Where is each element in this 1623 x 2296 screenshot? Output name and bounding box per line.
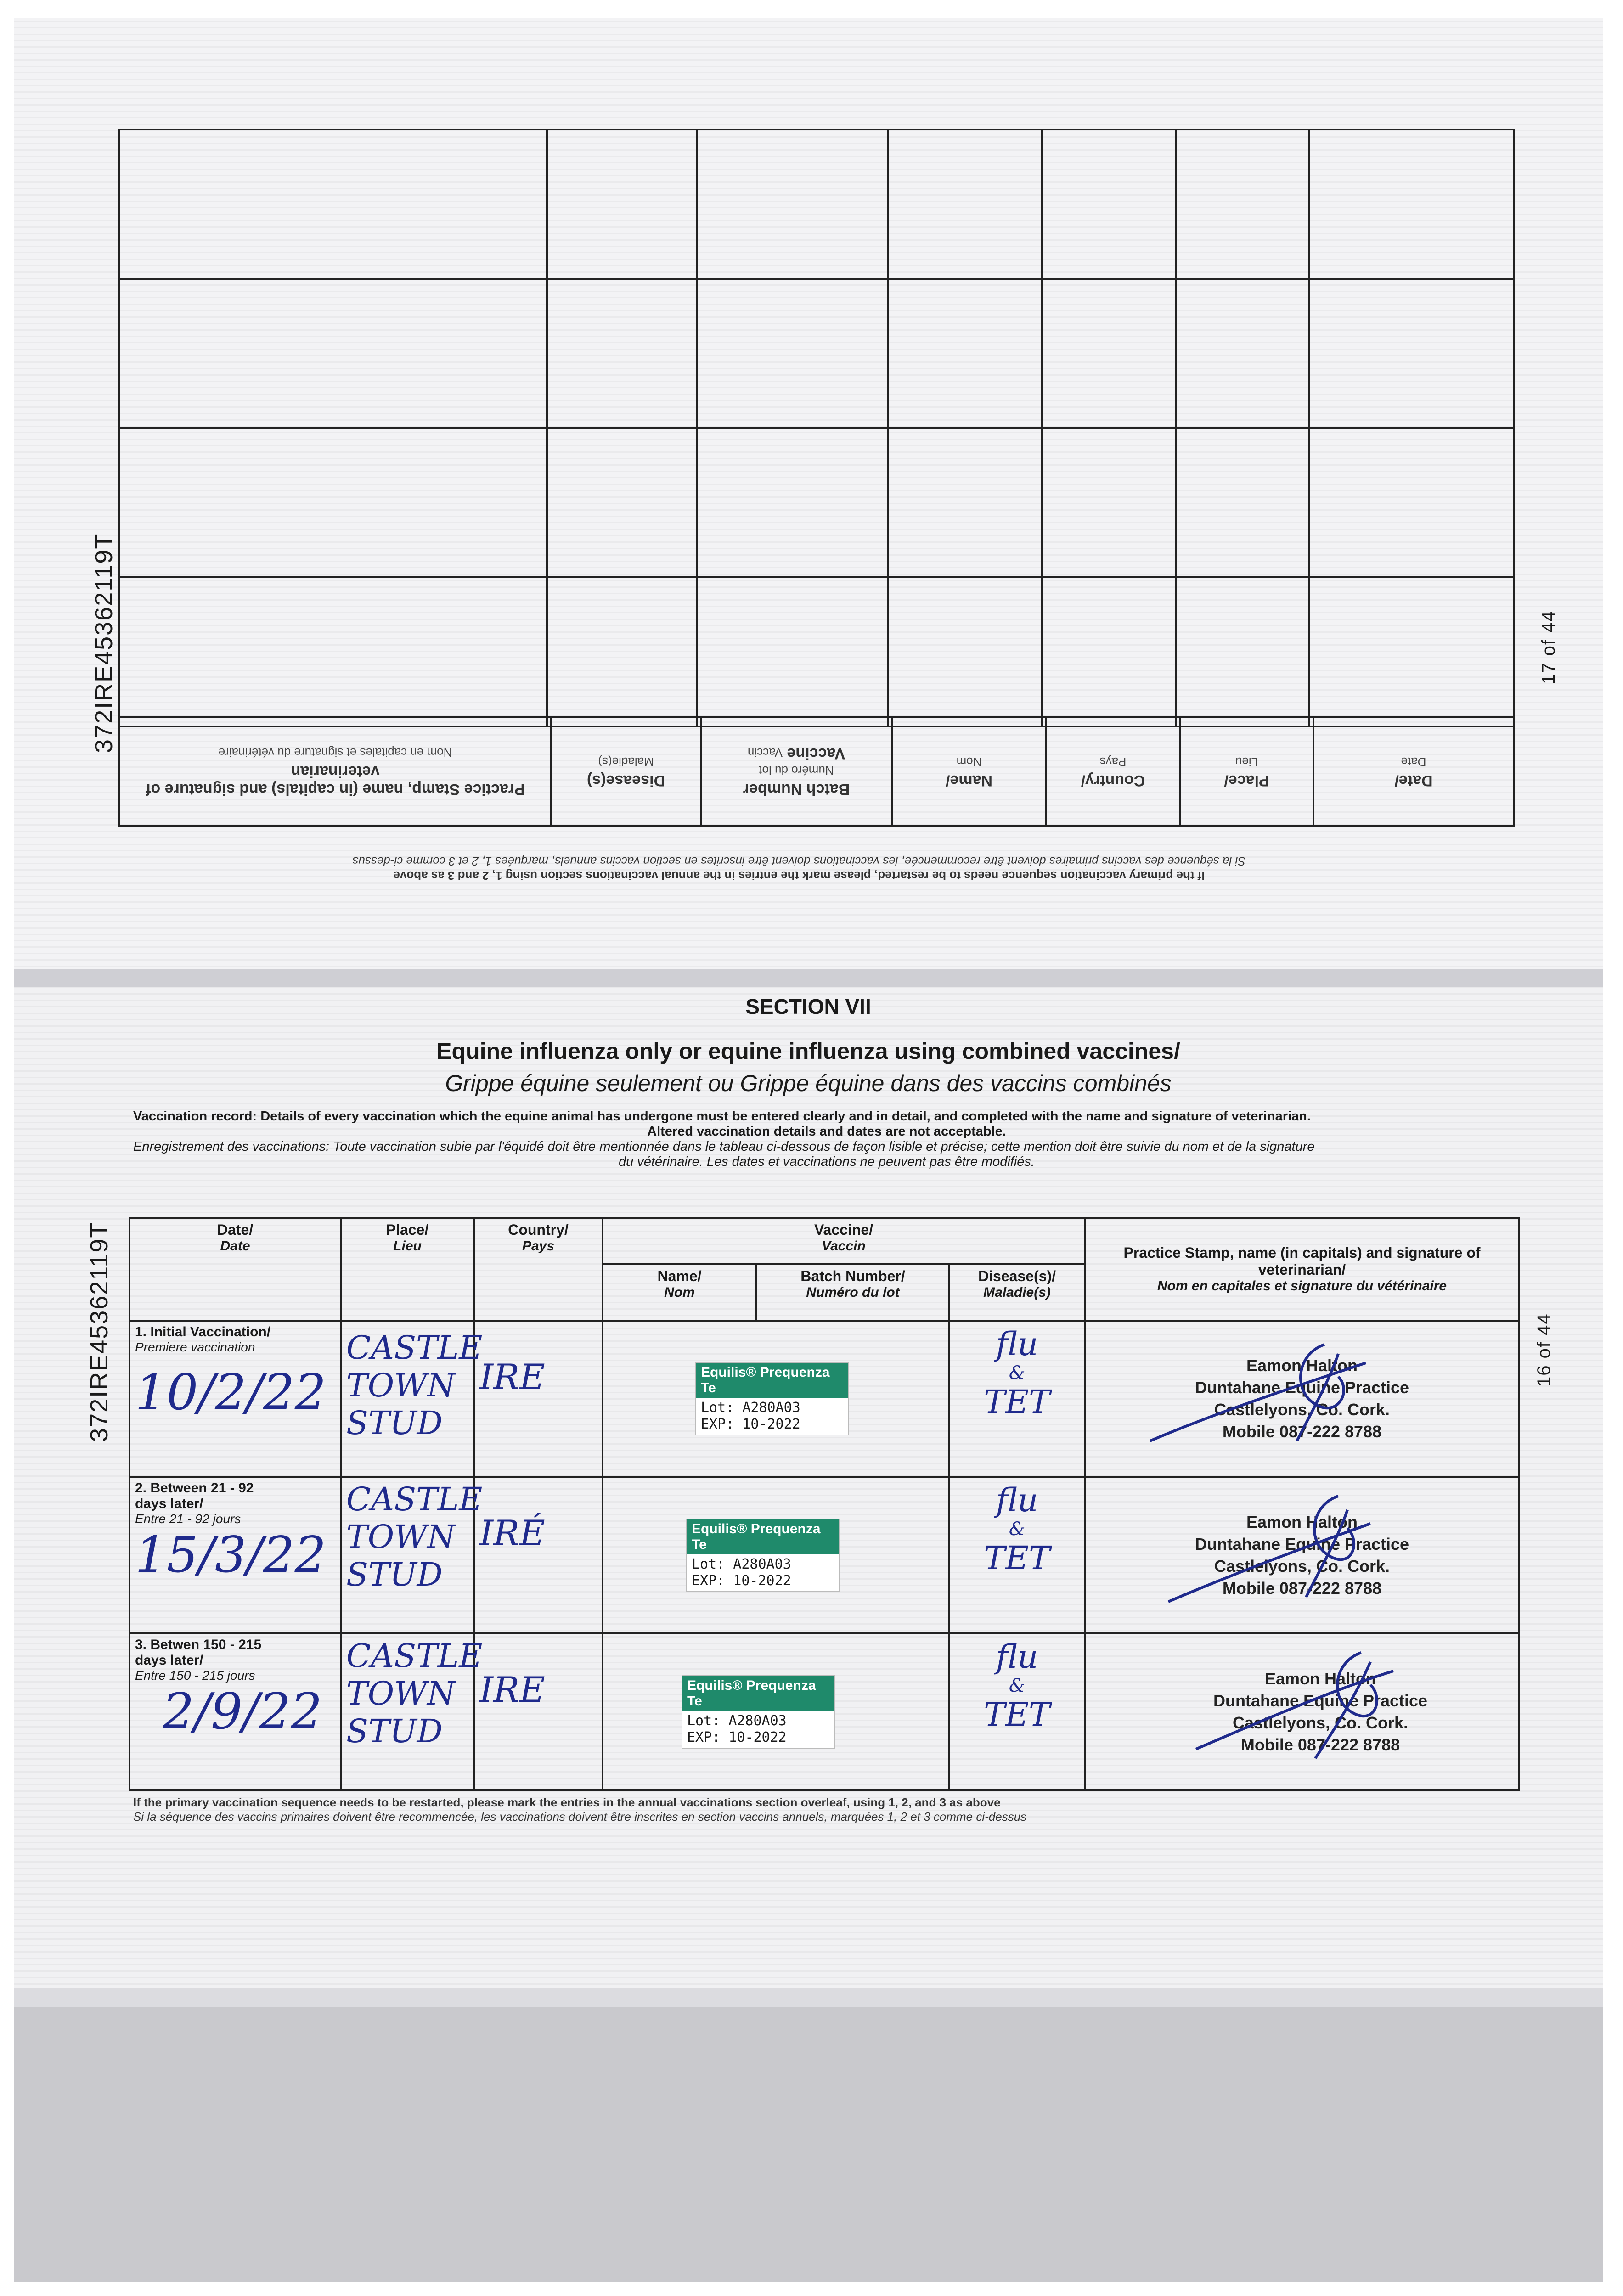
disease-value: flu & TET (984, 1325, 1050, 1421)
hdr-name-cell: Name/ Nom (892, 717, 1046, 826)
col-batch: Batch Number/ Numéro du lot (756, 1264, 949, 1320)
page-number-top: 17 of 44 (1538, 610, 1559, 684)
col-stamp: Practice Stamp, name (in capitals) and signature of veterinarian/ Nom en capitales et signature du vétérinaire (1085, 1218, 1519, 1321)
country-value: IRE (479, 1669, 545, 1711)
cover-edge (14, 1988, 1603, 2007)
country-value: IRÉ (479, 1513, 545, 1554)
expiry: 10-2022 (742, 1416, 800, 1433)
hdr-country-cell: Country/ Pays (1046, 717, 1180, 826)
page-number-bottom: 16 of 44 (1534, 1313, 1554, 1387)
col-place: Place/ Lieu (341, 1218, 474, 1321)
footer-fr: Si la séquence des vaccins primaires doivent être recommencée, les vaccinations doivent être inscrites en section vaccins annuels, marquées 1, 2 et 3 comme ci-dessus (133, 1810, 1027, 1823)
passport-id-bottom: 372IRE45362119T (85, 1221, 113, 1442)
disease-value: flu & TET (984, 1481, 1050, 1577)
row-country-cell (474, 1633, 603, 1790)
section-title: SECTION VII (745, 995, 871, 1019)
hdr-batch-cell: Batch Number Numéro du lot Vaccine Vaccin (701, 717, 892, 826)
country-value: IRE (479, 1356, 545, 1397)
place-value: CASTLE TOWN STUD (346, 1328, 483, 1442)
row-disease-cell (949, 1633, 1085, 1790)
row-place-cell (341, 1321, 483, 1477)
place-value: CASTLE TOWN STUD (346, 1480, 483, 1594)
vet-signature (1141, 1643, 1398, 1767)
row-stamp-cell (1085, 1477, 1519, 1633)
row-place-cell (341, 1477, 483, 1633)
record-text: Details of every vaccination which the equine animal has undergone must be entered clearly and in detail, and completed with the name and signature of veterinarian. (260, 1109, 1311, 1124)
row-vaccine-cell (603, 1321, 949, 1477)
record-text2: Altered vaccination details and dates are not acceptable. (647, 1124, 1006, 1139)
section-heading-en: Equine influenza only or equine influenza using combined vaccines/ (436, 1038, 1180, 1064)
place-value: CASTLE TOWN STUD (346, 1637, 483, 1750)
record-fr-label: Enregistrement des vaccinations: (133, 1139, 330, 1154)
disease-value: flu & TET (984, 1638, 1050, 1734)
record-fr: Toute vaccination subie par l'équidé doit être mentionnée dans le tableau ci-dessous de façon lisible et précise; cette mention doit être suivie du nom et de la signature (333, 1139, 1315, 1154)
passport-id-top: 372IRE45362119T (90, 533, 118, 753)
vaccination-table (129, 1217, 1520, 1791)
table-row (130, 1477, 1519, 1633)
record-fr2: du vétérinaire. Les dates et vaccinations ne peuvent pas être modifiés. (619, 1154, 1035, 1169)
lot-number: A280A03 (742, 1400, 800, 1416)
table-row (130, 1321, 1519, 1477)
col-disease: Disease(s)/ Maladie(s) (949, 1264, 1085, 1320)
row-stamp-cell (1085, 1633, 1519, 1790)
row-date-cell: 2. Between 21 - 92 days later/ Entre 21 - 92 jours 15/3/22 (130, 1477, 341, 1633)
vaccine-sticker: Equilis® Prequenza Te Lot: A280A03 EXP: 10-2022 (682, 1675, 835, 1749)
sticker-brand: Equilis® Prequenza Te (696, 1363, 848, 1398)
row-place-cell (341, 1633, 483, 1790)
row-country-cell (474, 1321, 603, 1477)
hdr-stamp-cell: Practice Stamp, name (in capitals) and signature of veterinarian Nom en capitales et signature du vétérinaire (119, 717, 551, 826)
vet-stamp: Eamon Halton Duntahane Equine Practice Castlelyons, Co. Cork. Mobile 087-222 8788 (1213, 1669, 1428, 1754)
row-date-cell: 3. Betwen 150 - 215 days later/ Entre 150 - 215 jours 2/9/22 (130, 1633, 341, 1790)
section-heading-fr: Grippe équine seulement ou Grippe équine dans des vaccins combinés (445, 1070, 1172, 1096)
vaccination-record-note (133, 1109, 1520, 1170)
footer-en: If the primary vaccination sequence needs to be restarted, please mark the entries in the annual vaccinations section overleaf, using 1, 2, and 3 as above (133, 1795, 1001, 1809)
date-value: 2/9/22 (163, 1683, 322, 1741)
vet-stamp: Eamon Halton Duntahane Equine Practice Castlelyons, Co. Cork. Mobile 087-222 8788 (1195, 1512, 1409, 1598)
sticker-brand: Equilis® Prequenza Te (682, 1676, 834, 1711)
row-country-cell (474, 1477, 603, 1633)
hdr-date-cell: Date/ Date (1313, 717, 1514, 826)
vaccine-sticker: Equilis® Prequenza Te Lot: A280A03 EXP: 10-2022 (686, 1519, 840, 1592)
expiry: 10-2022 (728, 1729, 787, 1745)
expiry: 10-2022 (733, 1572, 791, 1589)
row-vaccine-cell (603, 1633, 949, 1790)
row-vaccine-cell (603, 1477, 949, 1633)
lot-number: A280A03 (733, 1556, 791, 1572)
vet-signature (1122, 1487, 1375, 1611)
row-disease-cell (949, 1321, 1085, 1477)
passport-cover (14, 1988, 1603, 2282)
vet-signature (1122, 1335, 1375, 1455)
sticker-brand: Equilis® Prequenza Te (687, 1519, 839, 1554)
col-country: Country/ Pays (474, 1218, 603, 1321)
row-stamp-cell (1085, 1321, 1519, 1477)
col-date: Date/ Date (130, 1218, 341, 1321)
top-page-note (248, 854, 1350, 883)
empty-vaccination-grid (118, 129, 1515, 727)
table-row (130, 1633, 1519, 1790)
row-disease-cell (949, 1477, 1085, 1633)
hdr-disease-cell: Disease(s) Maladie(s) (551, 717, 701, 826)
hdr-place-cell: Place/ Lieu (1180, 717, 1313, 826)
col-vaccine: Vaccine/ Vaccin (603, 1218, 1085, 1264)
top-note-en: If the primary vaccination sequence needs to be restarted, please mark the entries in the annual vaccinations section using 1, 2 and 3 as above (393, 869, 1205, 883)
row-date-cell: 1. Initial Vaccination/ Premiere vaccination 10/2/22 (130, 1321, 341, 1477)
date-value: 10/2/22 (135, 1363, 327, 1421)
vaccine-sticker: Equilis® Prequenza Te Lot: A280A03 EXP: 10-2022 (695, 1362, 849, 1435)
vet-stamp: Eamon Halton Duntahane Equine Practice Castlelyons, Co. Cork. Mobile 087-222 8788 (1195, 1356, 1409, 1441)
date-value: 15/3/22 (135, 1526, 327, 1584)
lot-number: A280A03 (728, 1712, 787, 1729)
upside-down-header (118, 716, 1515, 827)
record-label: Vaccination record: (133, 1109, 257, 1124)
col-vaccine-name: Name/ Nom (603, 1264, 756, 1320)
bottom-page-footer (133, 1795, 1281, 1824)
top-note-fr: Si la séquence des vaccins primaires doivent être recommencée, les vaccinations doivent être inscrites en section vaccins annuels, marquées 1, 2 et 3 comme ci-dessus (352, 855, 1246, 868)
